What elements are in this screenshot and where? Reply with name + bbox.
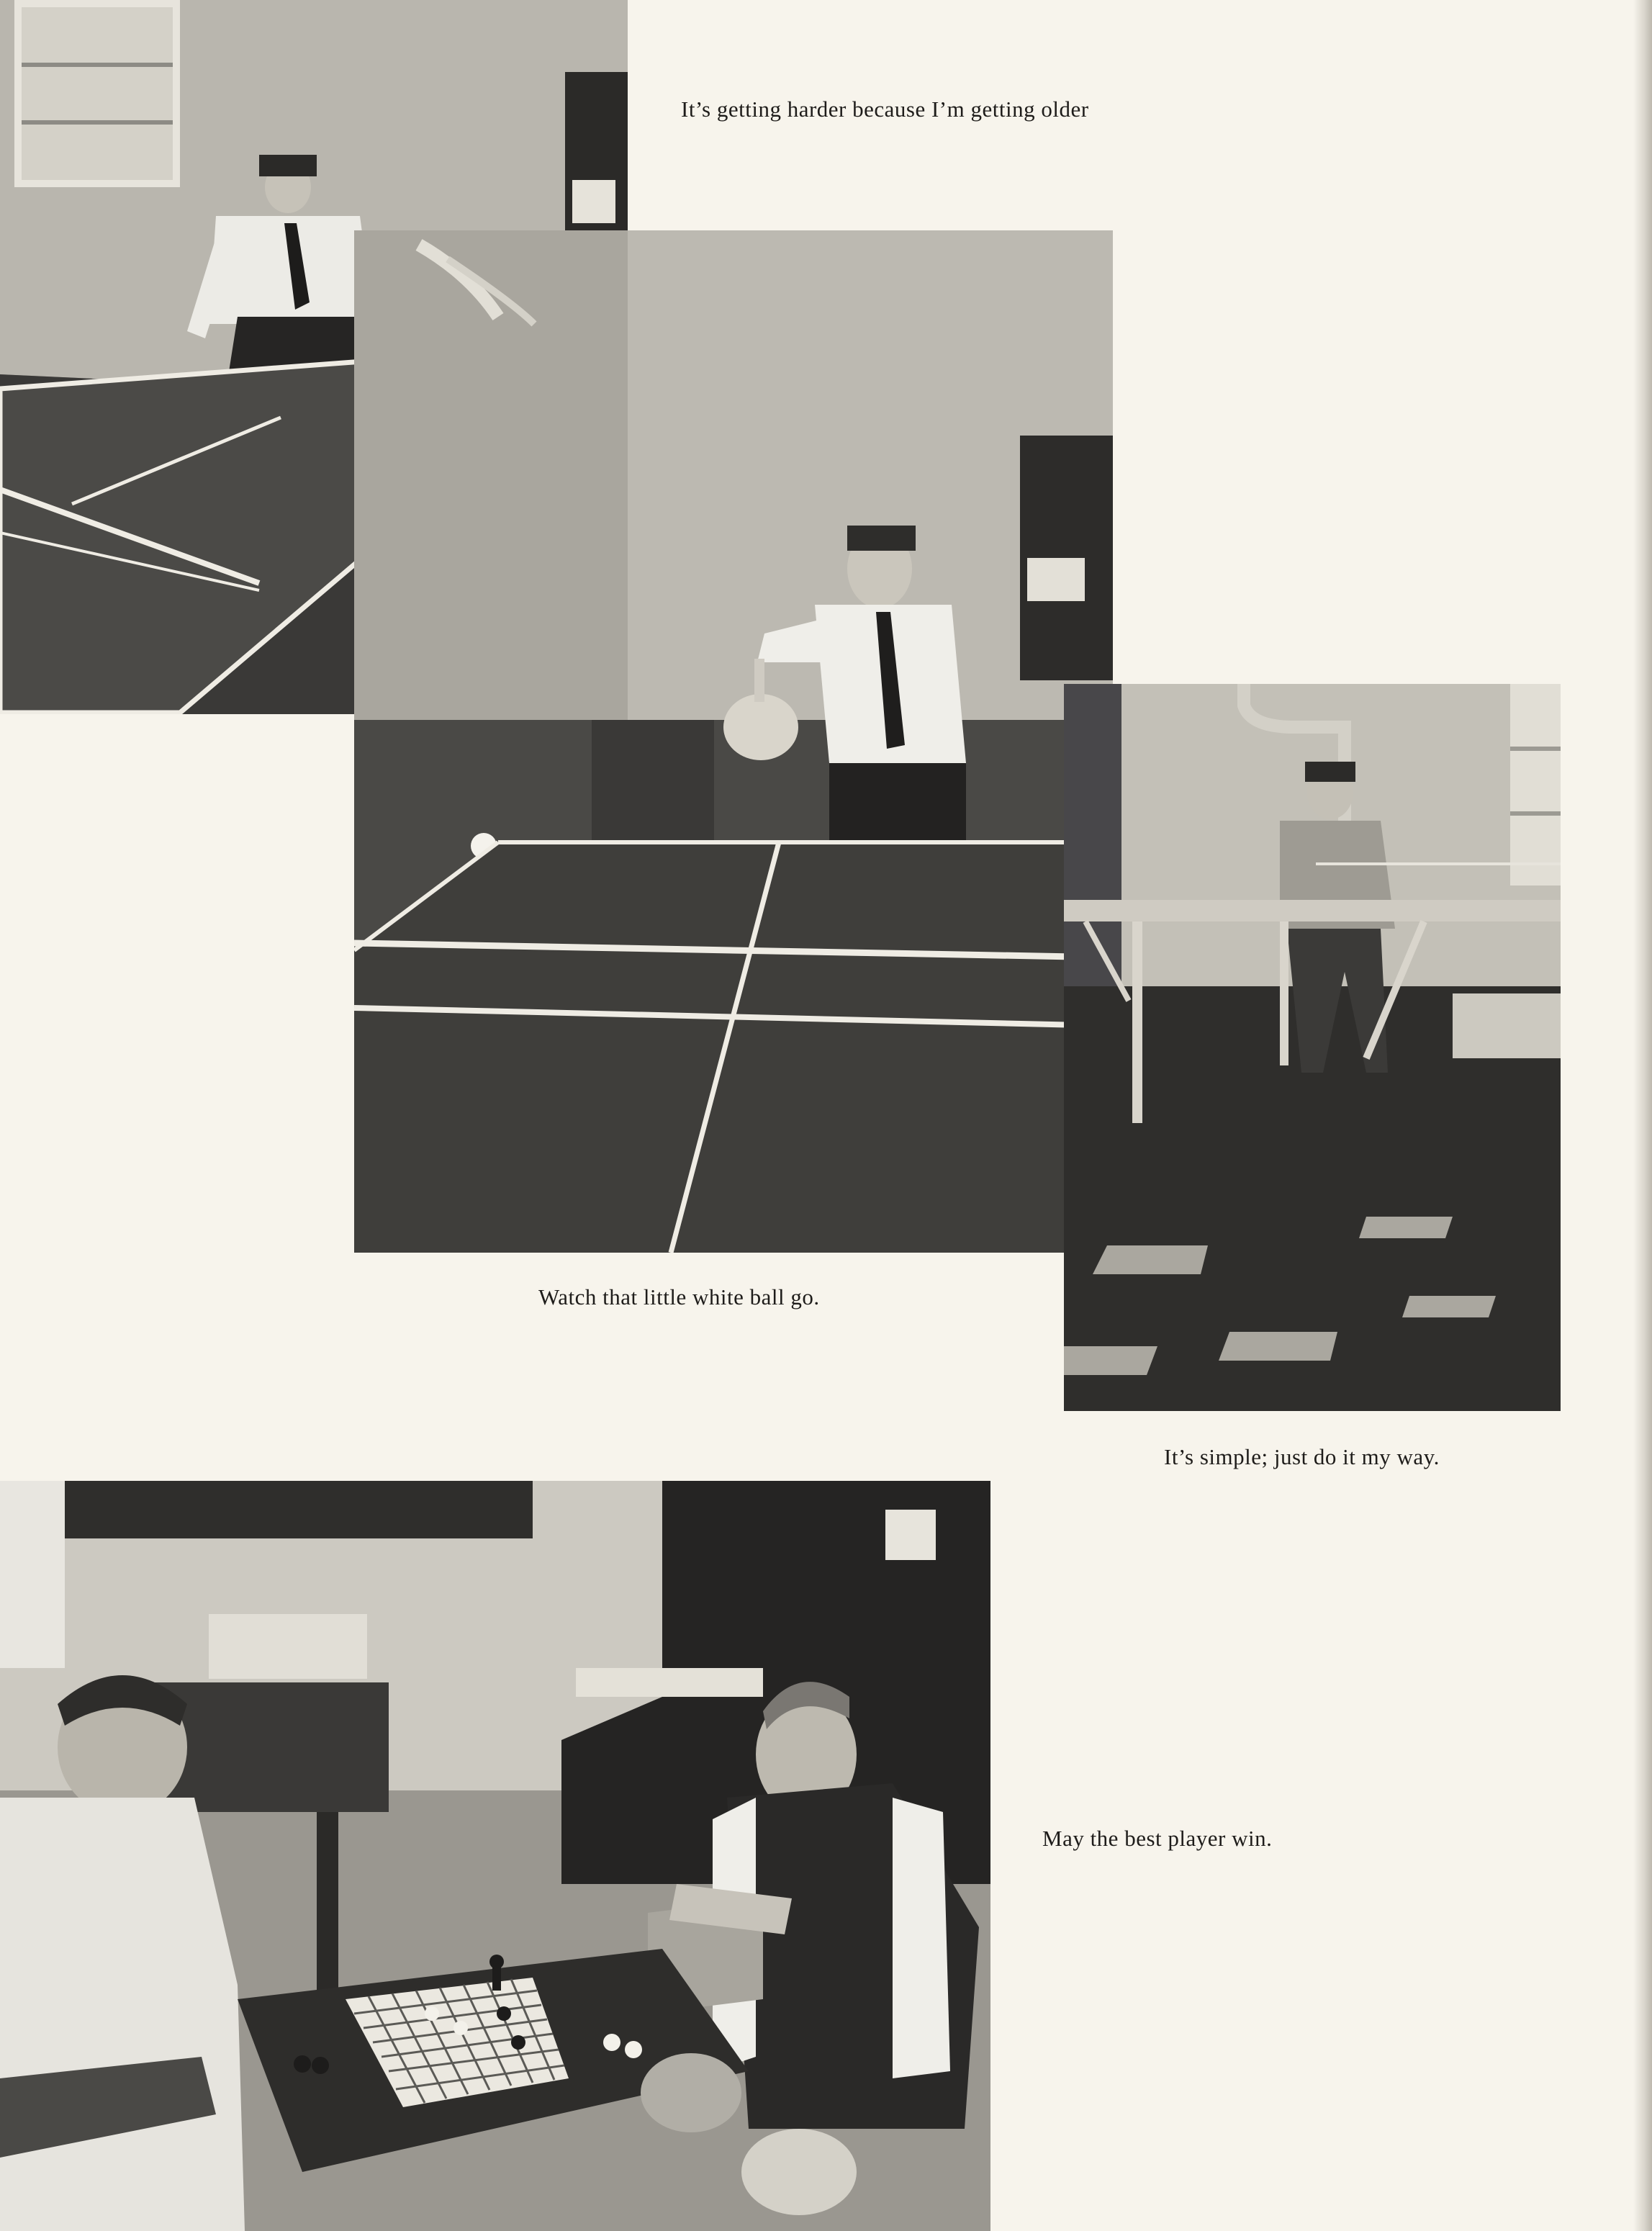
- photo-ping-pong-serve-art: [354, 230, 1113, 1253]
- caption-photo-3: It’s simple; just do it my way.: [1164, 1444, 1440, 1469]
- photo-ping-pong-glasses: [1064, 684, 1561, 1411]
- photo-chess-game-art: [0, 1481, 990, 2231]
- photo-ping-pong-glasses-art: [1064, 684, 1561, 1411]
- caption-photo-4: May the best player win.: [1042, 1826, 1273, 1851]
- photo-chess-game: [0, 1481, 990, 2231]
- page-spine-shadow: [1633, 0, 1652, 2231]
- caption-photo-1: It’s getting harder because I’m getting older: [681, 96, 1089, 122]
- photo-ping-pong-serve: [354, 230, 1113, 1253]
- caption-photo-2: Watch that little white ball go.: [538, 1284, 820, 1310]
